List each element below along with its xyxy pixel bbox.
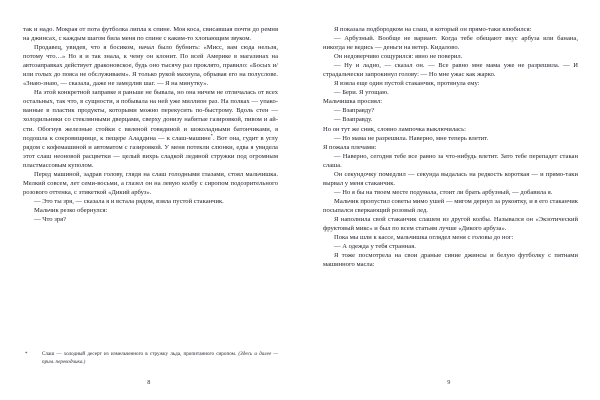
paragraph-text-tail: . Вот она, гудит в углу рядом с кофемашиной и автоматом с газировкой. У меня потекли слюнки, едва я увидела этот слаш неоновой расцветки — целый вихрь сладкой ледяной стружки под огромным пластмассовым куполом. [23,134,278,169]
paragraph: — А одежда у тебя странная. [334,243,416,251]
footnote-attribution: (Здесь и далее — прим. переводчика.) [42,351,278,365]
paragraph: — Взаправду. [334,116,373,124]
paragraph: — Но я бы на твоем месте подумала, стоит ли брать арбузный, — добавила я. [334,188,553,196]
paragraph: Он недоверчиво сощурился: явно не поверил. [334,53,463,61]
paragraph: — Но мама не разрешила. Наверно, мне теперь влетит. [334,134,489,142]
footnote-text: Слаш — холодный десерт из измельченного в стружку льда, пропитанного сиропом. [42,351,239,358]
paragraph: Я тоже посмотрела на свои драные синие джинсы и белую футболку с пятнами машинного масла: [323,252,578,269]
paragraph: — Взаправду? [334,107,375,115]
footnote-zone [23,351,278,366]
footnote-marker: * [25,351,28,357]
paragraph: — Ну и ладно, — сказал он. — Все равно мне мама уже не разрешила. — И страдальчески запрокинул голову: — Но мне ужас как жарко. [323,62,578,79]
paragraph: Я взяла еще один пустой стаканчик, протянула ему: [334,80,480,88]
paragraph: — Наверно, сегодня тебе все равно за что-нибудь влетит. Зато тебе перепадет стакан слаша. [323,152,578,169]
paragraph: Мальчик резко обернулся: [34,206,108,214]
paragraph: — Бери. Я угощаю. [334,89,389,97]
footnote [23,351,278,366]
paragraph: Перед машиной, задрав голову, глядя на слаш голодными глазами, стоял мальчишка. Мелкий совсем, лет семи-восьми, а глазел он на левую колбу с сиропом подозрительного розового оттенка, с этикеткой «Дикий арбуз». [23,170,278,196]
paragraph: Продавец, увидев, что я босиком, начал было бубнить: «Мисс, вам сюда нельзя, потому что…» Но я и так знала, к чему он клонит. По всей Америке в магазинах на автозаправках действует драконовское, будь оно тысячу раз проклято, правило: «Босых и/или голых до пояса не обслуживаем». Я только рукой махнула, обрывая его на полуслове. «Знаю-знаю, — сказала, даже не замедлив шаг. — Я на минутку». [23,44,278,88]
right-page-body [323,25,578,269]
left-page-body [23,25,278,224]
paragraph: Мальчишка просиял: [323,98,383,106]
paragraph [23,88,278,169]
page-number-right: 9 [447,379,451,386]
paragraph: Я показала подбородком на слаш, в который он прямо-таки влюбился: [334,26,532,33]
paragraph: — Что зря? [34,215,67,223]
paragraph: Я пожала плечами: [323,143,377,151]
paragraph: Пока мы шли к кассе, мальчишка оглядел меня с головы до ног: [334,234,514,242]
paragraph-text: На этой конкретной заправке я раньше не бывала, но она ничем не отличалась от всех остальных, так что, в сущности, я побывала на ней уже миллион раз. На полках — упакованные в пластик продукты, которыми можно перекусить по-быстрому. Вдоль стен — холодильники со стеклянными дверцами, сверху донизу набитые газировкой, пивом и айсти. Обогнув железные стойки с вяленой говядиной и шоколадными батончиками, я подошла к сокровищнице, к пещере Аладдина — к слаш-машине [23,89,278,142]
right-page [300,0,600,400]
paragraph: — Арбузный. Вообще не вариант. Когда тебе обещают вкус арбуза или банана, никогда не ведись — деньги на ветер. Кидалово. [323,35,578,52]
paragraph: Но он тут же сник, словно лампочка выключилась: [323,125,466,133]
paragraph: — Это ты зря, — сказала я и встала рядом, взяла пустой стаканчик. [34,197,224,205]
page-number-left: 8 [147,379,151,386]
paragraph: Я наполнила свой стаканчик слашем из другой колбы. Назывался он «Экзотический фруктовый микс» и был по всем статьям лучше «Дикого арбуза». [323,215,578,233]
footnote-reference[interactable]: * [210,132,213,138]
paragraph: так и надо. Мокрая от пота футболка липла к спине. Моя коса, свисавшая почти до ремня на джинсах, с каждым шагом била меня по спине с каким-то хлопающим звуком. [23,26,278,43]
paragraph: Он секундочку помедлил — секунда выдалась на редкость короткая — и прямо-таки вырвал у меня стаканчик. [323,170,578,187]
paragraph: Мальчик пропустил советы мимо ушей — мигом дернул за рукоятку, и в его стаканчик посыпался сверкающий розовый лед. [323,197,578,214]
